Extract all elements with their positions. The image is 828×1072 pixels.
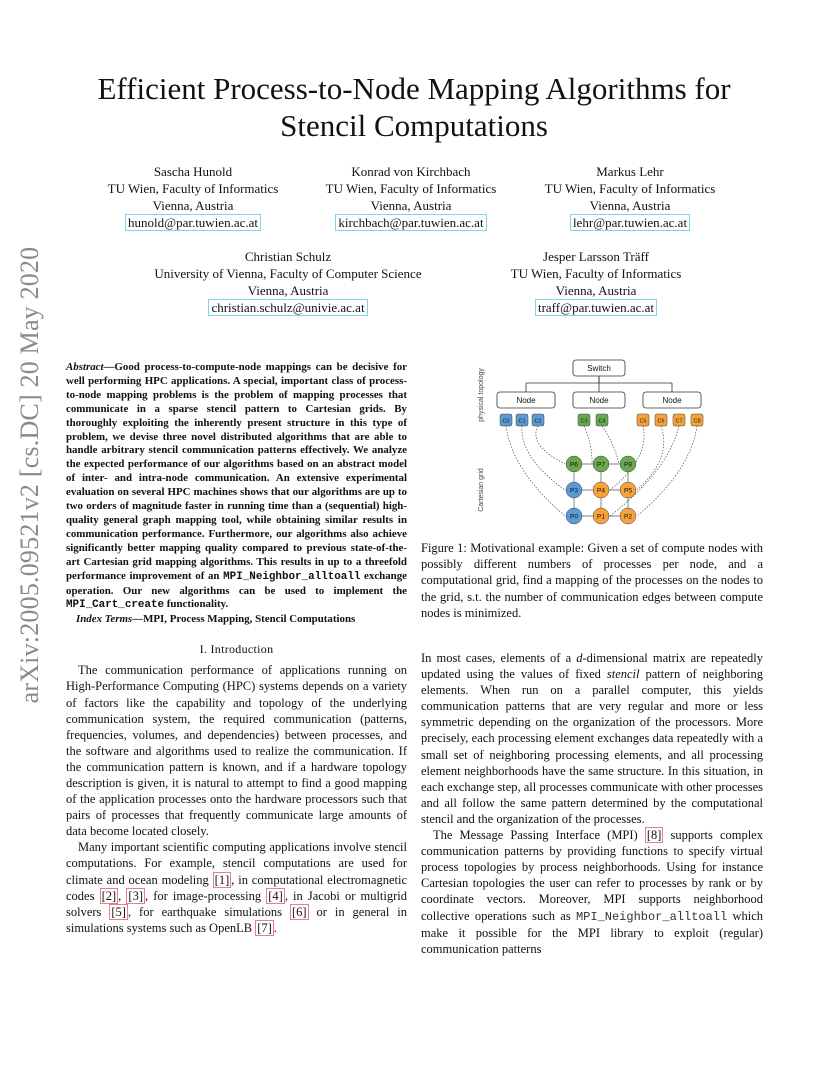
author-affiliation: TU Wien, Faculty of Informatics [510,266,682,281]
mapping-arrow [536,426,565,464]
section-heading: I. Introduction [199,642,274,657]
grid-process-label: P7 [597,461,605,469]
abstract-text-1: —Good process-to-compute-node mappings can be decisive for well performing HPC applications. A special, important class of process-to-node mapping problems is the problem of mapping processes that communicate in a sparse stencil pattern to Cartesian grids. By thoroughly exploiting the inherently present structure in this type of problem, we devise three novel distributed algorithms that are able to handle arbitrary stencil communication patterns effectively. We analyze the expected performance of our algorithms based on an abstract model of inter- and intra-node communication. An extensive experimental evaluation on several HPC machines shows that our algorithms are up to two orders of magnitude faster in running time than a (sequential) high-quality general graph mapping tool, while obtaining similar results in communication performance. Furthermore, our algorithms also achieve significantly better mapping quality compared to previous state-of-the-art Cartesian grid mapping algorithms. This results in up to a threefold performance improvement of an [66,361,407,582]
author-affiliation: TU Wien, Faculty of Informatics [107,181,279,196]
paper-title-line-2: Stencil Computations [280,108,548,143]
author-block-5 [496,248,696,316]
author-affiliation: TU Wien, Faculty of Informatics [325,181,497,196]
abstract [66,361,407,627]
core-label: C4 [598,418,606,425]
figure-caption: Figure 1: Motivational example: Given a set of compute nodes with possibly different numbers of processes per node, and a computational grid, find a mapping of the processes on the nodes to the grid, s.t. the number of communication edges between compute nodes is minimized. [421,541,763,620]
abstract-text-3: functionality. [164,598,229,611]
node-label: Node [662,396,682,405]
author-block-3 [530,163,730,231]
author-name: Markus Lehr [596,164,664,179]
author-name: Christian Schulz [244,249,332,264]
switch-label: Switch [587,364,611,373]
author-email-link[interactable]: christian.schulz@univie.ac.at [208,299,367,316]
physical-topology-label: physical topology [478,368,485,422]
author-email-link[interactable]: traff@par.tuwien.ac.at [535,299,657,316]
core-label: C2 [534,418,542,425]
author-name: Konrad von Kirchbach [351,164,471,179]
author-location: Vienna, Austria [589,198,671,213]
core-label: C6 [657,418,665,425]
author-block-2 [311,163,511,231]
mapping-arrow [637,426,664,490]
citation-link[interactable]: [4] [268,888,283,903]
figure-1-diagram [475,355,715,535]
cartesian-grid-label: Cartesian grid [478,468,485,512]
intro-paragraph-2: Many important scientific computing applications involve stencil computations. For example, stencil computations are used for climate and ocean modeling [1] , in computational electromagnetic codes [2] , [3] , for image-processing [4] , in Jacobi or multigrid solvers [5] , for earthquake simulations [6] or in general in simulations systems such as OpenLB [7] . [66,840,408,935]
author-name: Jesper Larsson Träff [543,249,649,264]
author-affiliation: TU Wien, Faculty of Informatics [544,181,716,196]
citation-link[interactable]: [7] [257,920,272,935]
abstract-code-2: MPI_Cart_create [66,599,165,612]
right-paragraph-2: The Message Passing Interface (MPI) [8] supports complex communication patterns by providing functions to specify virtual process topologies by process neighborhoods. Using for instance Cartesian topologies the user can refer to processes by rank or by coordinate vectors. Moreover, MPI supports neighborhood collective operations such as MPI_Neighbor_alltoall which make it possible for the MPI library to exploit (regular) communication patterns [421,828,763,956]
author-location: Vienna, Austria [555,283,637,298]
index-terms-text: —MPI, Process Mapping, Stencil Computations [132,613,356,626]
inline-code: MPI_Neighbor_alltoall [575,909,728,924]
author-email-link[interactable]: hunold@par.tuwien.ac.at [125,214,261,231]
grid-process-label: P4 [597,487,605,495]
intro-paragraph-1: The communication performance of applications running on High-Performance Computing (HPC) systems depends on a variety of factors like the capability and topology of the underlying communication system, the required communication (patterns, frequencies, volumes, and dependencies) between processes, and the software and algorithms used to realize the communication. If the communication pattern is known, and if a hardware topology description is given, it is natural to attempt to find a good mapping of the application processes onto the hardware processors such that pairs of processes that frequently communicate large amounts of data become located closely. [66,663,407,839]
mapping-arrow [506,426,565,516]
author-location: Vienna, Austria [370,198,452,213]
citation-link[interactable]: [5] [111,904,126,919]
core-label: C7 [675,418,683,425]
arxiv-identifier-text: arXiv:2005.09521v2 [cs.DC] 20 May 2020 [15,246,44,704]
node-label: Node [589,396,609,405]
mapping-arrow [637,426,697,516]
right-column [421,650,763,957]
left-column [66,361,407,936]
core-label: C3 [580,418,588,425]
right-paragraph-1: In most cases, elements of a d-dimensional matrix are repeatedly updated using the values of fixed stencil pattern of neighboring elements. When run on a parallel computer, this yields communication patterns that are very regular and more or less symmetric depending on the organization of the processors. More precisely, each processing element exchanges data repeatedly with a small set of neighboring processing elements, and all processing element neighborhoods have the same structure. In this situation, in each exchange step, all processes communicate with other processes and all follow the same pattern determined by the computational stencil and the organization of the processes. [421,651,763,826]
mapping-arrow [610,426,679,516]
author-affiliation: University of Vienna, Faculty of Computer Science [154,266,422,281]
citation-link[interactable]: [3] [128,888,143,903]
core-label: C1 [518,418,526,425]
author-block-4 [133,248,443,316]
abstract-code-1: MPI_Neighbor_alltoall [223,570,361,583]
node-label: Node [516,396,536,405]
author-email-link[interactable]: lehr@par.tuwien.ac.at [570,214,690,231]
mapping-arrow [522,426,565,490]
grid-process-label: P3 [570,487,578,495]
core-label: C8 [693,418,701,425]
citation-link[interactable]: [6] [291,904,307,919]
grid-process-label: P1 [597,513,605,521]
mapping-arrow [584,426,592,464]
arxiv-identifier [10,246,50,704]
index-terms-lead: Index Terms [76,613,133,626]
author-email-link[interactable]: kirchbach@par.tuwien.ac.at [335,214,486,231]
citation-link[interactable]: [2] [101,888,117,903]
author-location: Vienna, Austria [152,198,234,213]
abstract-text-2: exchange operation. Our new algorithms can be used to implement the [66,569,407,597]
author-name: Sascha Hunold [153,164,233,179]
citation-link[interactable]: [1] [214,872,230,887]
paper-title-line-1: Efficient Process-to-Node Mapping Algorithms for [97,71,731,106]
grid-process-label: P2 [624,513,632,521]
author-location: Vienna, Austria [247,283,329,298]
citation-link[interactable]: [8] [646,828,662,843]
grid-process-label: P6 [570,461,578,469]
abstract-lead: Abstract [66,361,104,373]
core-label: C5 [639,418,647,425]
core-label: C0 [502,418,510,425]
grid-process-label: P5 [624,487,632,495]
author-block-1 [93,163,293,231]
grid-process-label: P8 [624,461,632,469]
grid-process-label: P0 [570,513,578,521]
